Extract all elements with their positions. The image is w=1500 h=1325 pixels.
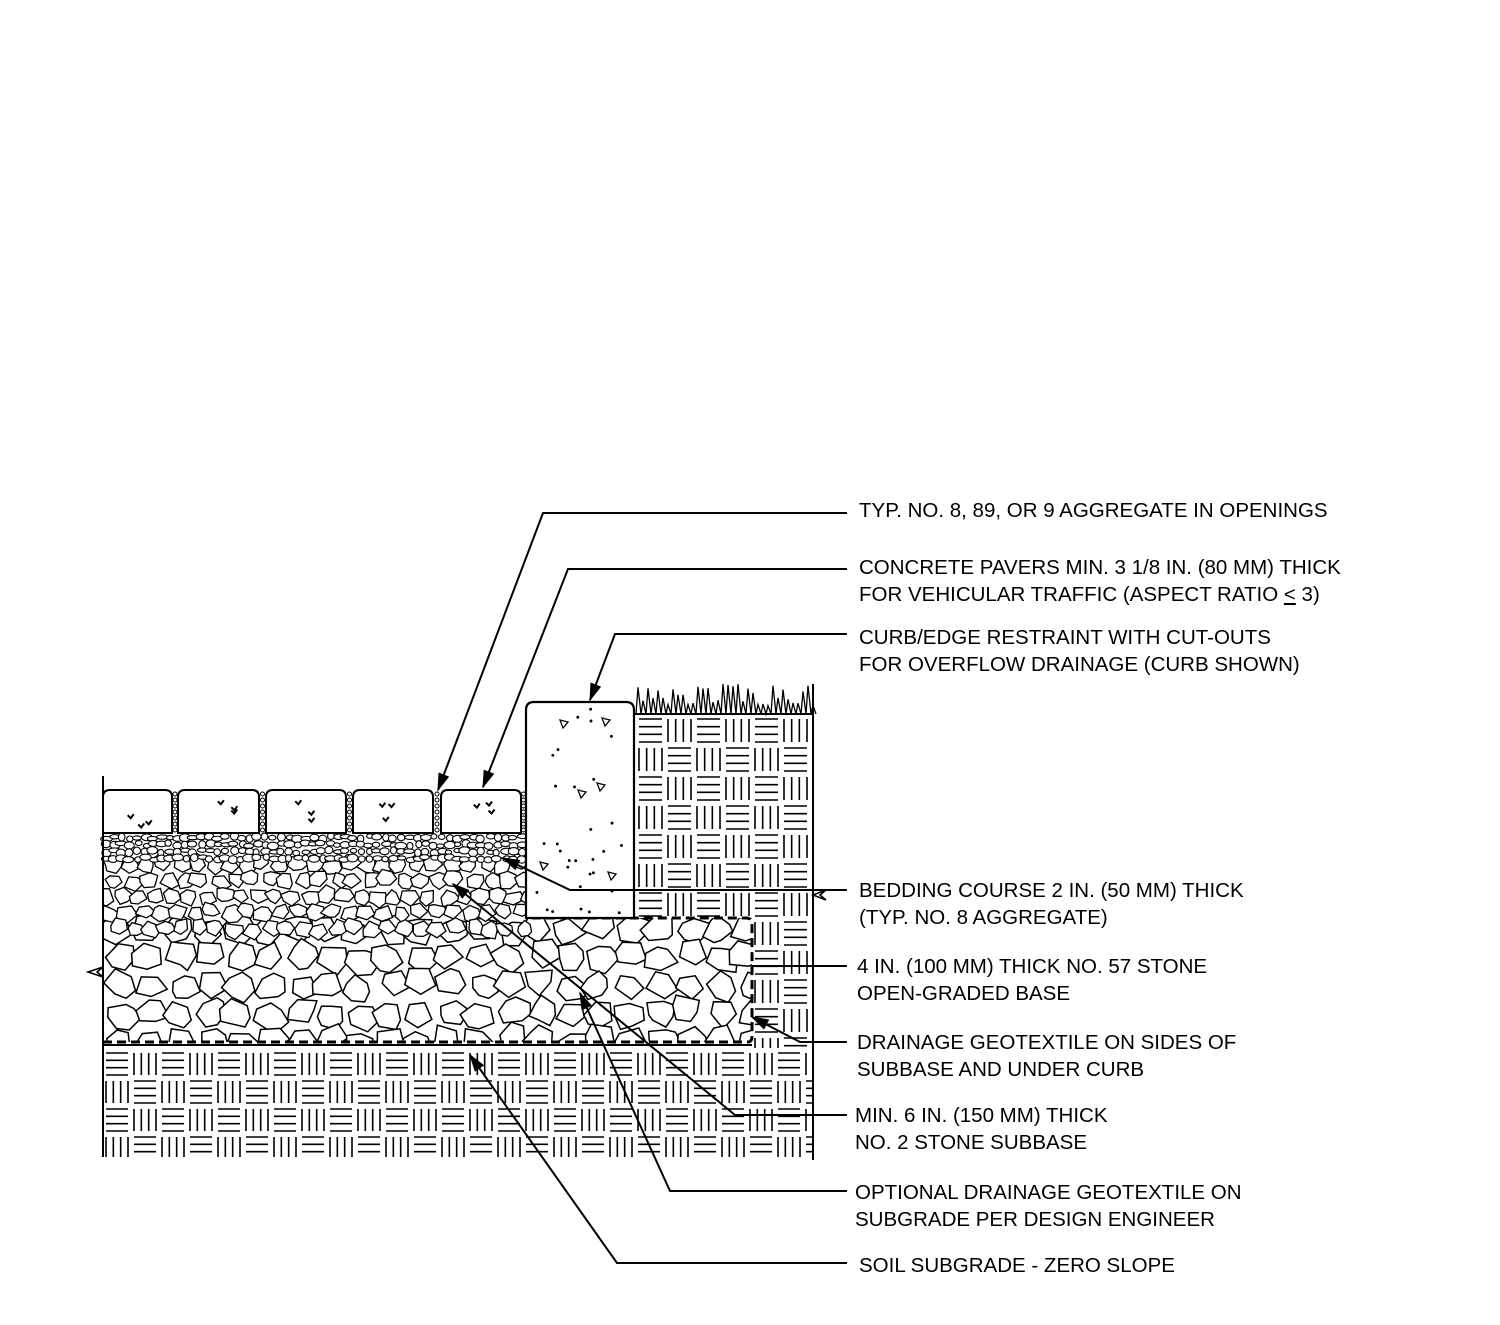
- subbase-stone: [136, 977, 167, 997]
- break-mark-right: [813, 890, 826, 900]
- bedding-aggregate: [183, 855, 189, 862]
- joint-aggregate-particle: [261, 798, 265, 802]
- joint-aggregate-particle: [173, 810, 177, 814]
- bedding-aggregate: [421, 835, 432, 841]
- joint-aggregate-particle: [348, 792, 352, 796]
- bedding-aggregate: [366, 856, 372, 862]
- base-stone: [140, 873, 158, 888]
- joint-aggregate-particle: [348, 828, 352, 832]
- curb-speckle: [546, 909, 548, 911]
- joint-aggregate-particle: [261, 792, 265, 796]
- base-stone: [467, 874, 484, 889]
- bedding-aggregate: [491, 856, 501, 862]
- subbase-stone: [558, 943, 584, 970]
- bedding-aggregate: [252, 854, 261, 860]
- bedding-aggregate: [358, 856, 365, 862]
- joint-aggregate-particle: [435, 798, 439, 802]
- bedding-aggregate: [372, 842, 379, 847]
- callout-base-line1: 4 IN. (100 MM) THICK NO. 57 STONE: [857, 955, 1208, 978]
- callout-bedding-line2: (TYP. NO. 8 AGGREGATE): [859, 906, 1108, 929]
- subbase-stone: [253, 1003, 288, 1032]
- curb-speckle: [621, 845, 623, 847]
- curb-speckle: [552, 754, 554, 756]
- subbase-stone: [108, 1005, 141, 1031]
- curb-speckle: [568, 860, 570, 862]
- curb-speckle: [590, 720, 592, 722]
- base-stone: [129, 891, 147, 904]
- joint-aggregate-particle: [173, 816, 177, 820]
- base-stone: [321, 904, 341, 917]
- bedding-aggregate: [133, 847, 140, 854]
- joint-aggregate-particle: [348, 810, 352, 814]
- bedding-aggregate: [358, 849, 364, 855]
- bedding-aggregate: [199, 841, 206, 849]
- subbase-stone: [615, 942, 646, 964]
- bedding-aggregate: [397, 834, 404, 840]
- bedding-aggregate: [350, 848, 356, 853]
- curb-speckle: [536, 892, 538, 894]
- joint-aggregate-particle: [348, 822, 352, 826]
- concrete-paver: [266, 790, 346, 833]
- bedding-aggregate: [340, 848, 348, 853]
- bedding-aggregate: [277, 833, 285, 841]
- base-stone: [202, 902, 220, 916]
- subbase-stone: [711, 1002, 736, 1029]
- base-stone: [334, 888, 354, 902]
- subbase-stone: [615, 976, 644, 1000]
- subbase-stone: [165, 942, 196, 971]
- joint-aggregate-particle: [435, 804, 439, 808]
- base-stone: [500, 871, 518, 889]
- bedding-aggregate: [214, 849, 221, 856]
- curb-speckle: [557, 749, 559, 751]
- callout-soil-subgrade: SOIL SUBGRADE - ZERO SLOPE: [859, 1254, 1175, 1277]
- curb-speckle: [590, 829, 592, 831]
- subbase-stone: [255, 973, 285, 998]
- subbase-stone: [644, 947, 678, 970]
- soil-subgrade-hatch: [106, 1053, 828, 1159]
- subbase-stone: [372, 1004, 400, 1030]
- callout-curb-line1: CURB/EDGE RESTRAINT WITH CUT-OUTS: [859, 626, 1271, 649]
- bedding-aggregate: [486, 834, 495, 839]
- subbase-stone: [222, 972, 255, 1003]
- subbase-stone: [673, 995, 700, 1021]
- bedding-aggregate: [431, 834, 437, 839]
- callout-optional-geotextile-line2: SUBGRADE PER DESIGN ENGINEER: [855, 1208, 1215, 1231]
- subbase-stone: [258, 1028, 290, 1051]
- callout-curb-line2: FOR OVERFLOW DRAINAGE (CURB SHOWN): [859, 653, 1300, 676]
- subbase-stone: [197, 943, 224, 965]
- subbase-stone: [646, 972, 678, 999]
- curb-speckle: [543, 843, 545, 845]
- subbase-stone: [500, 1022, 525, 1052]
- joint-aggregate-particle: [173, 828, 177, 832]
- joint-aggregate-particle: [261, 810, 265, 814]
- bedding-aggregate: [494, 834, 501, 842]
- no-57-stone-base-fill: [93, 854, 538, 941]
- bedding-aggregate: [277, 848, 284, 854]
- bedding-aggregate: [147, 847, 158, 854]
- subbase-stone: [556, 1004, 584, 1026]
- subbase-stone: [435, 969, 466, 994]
- bedding-aggregate: [455, 842, 461, 846]
- curb-speckle: [552, 911, 554, 913]
- bedding-aggregate: [231, 847, 239, 855]
- subbase-stone: [106, 944, 135, 970]
- subbase-stone: [731, 918, 762, 941]
- bedding-aggregate: [469, 856, 477, 862]
- bedding-aggregate: [444, 841, 456, 848]
- base-stone: [180, 890, 195, 906]
- bedding-aggregate: [508, 848, 519, 855]
- callout-labels: [855, 499, 1341, 1277]
- curb-speckle: [618, 912, 620, 914]
- subbase-stone: [553, 918, 586, 945]
- joint-aggregate-particle: [173, 804, 177, 808]
- bedding-aggregate: [261, 833, 268, 840]
- bedding-aggregate: [407, 842, 413, 849]
- base-stone: [411, 873, 429, 888]
- concrete-pavers: [103, 790, 521, 833]
- subbase-stone: [317, 947, 348, 975]
- subbase-stone: [614, 1004, 644, 1030]
- base-stone: [265, 889, 282, 903]
- bedding-aggregate: [438, 834, 445, 839]
- bedding-aggregate: [459, 857, 469, 862]
- subbase-stone: [494, 971, 526, 998]
- subbase-stone: [703, 1025, 736, 1053]
- subbase-stone: [132, 943, 162, 969]
- base-stone: [428, 905, 446, 918]
- joint-aggregate-particle: [261, 828, 265, 832]
- subbase-stone: [677, 1027, 709, 1054]
- callout-geotextile-sides-line1: DRAINAGE GEOTEXTILE ON SIDES OF: [857, 1031, 1237, 1054]
- subbase-stone: [136, 1000, 169, 1021]
- bedding-aggregate: [172, 854, 184, 861]
- callout-geotextile-sides-line2: SUBBASE AND UNDER CURB: [857, 1058, 1145, 1081]
- bedding-aggregate: [315, 840, 325, 845]
- subbase-stone: [312, 973, 342, 996]
- arrowhead: [590, 683, 600, 700]
- joint-aggregate-particle: [261, 822, 265, 826]
- bedding-aggregate: [135, 841, 142, 846]
- bedding-aggregate: [382, 856, 388, 862]
- subbase-stone: [104, 969, 136, 999]
- joint-aggregate-particle: [173, 822, 177, 826]
- callout-concrete-pavers-line1: CONCRETE PAVERS MIN. 3 1/8 IN. (80 MM) THICK: [859, 556, 1341, 579]
- subbase-stone: [525, 970, 552, 996]
- bedding-aggregate: [460, 835, 470, 840]
- curb-speckle: [580, 908, 582, 910]
- subbase-stone: [529, 995, 555, 1025]
- arrowhead: [483, 770, 493, 787]
- concrete-paver: [178, 790, 259, 833]
- curb-speckle: [593, 872, 595, 874]
- bedding-aggregate: [389, 855, 398, 861]
- base-stone: [164, 889, 181, 904]
- subbase-stone: [405, 1003, 432, 1028]
- bedding-aggregate: [123, 857, 134, 863]
- base-stone: [309, 871, 327, 887]
- subbase-stone: [707, 971, 736, 1002]
- bedding-aggregate: [205, 856, 212, 862]
- curb-speckle: [567, 866, 569, 868]
- joint-aggregate-particle: [261, 804, 265, 808]
- subbase-stone: [229, 942, 258, 971]
- joint-aggregate-particle: [173, 798, 177, 802]
- bedding-aggregate: [187, 841, 196, 847]
- base-stone: [253, 907, 272, 922]
- bedding-aggregate: [347, 854, 358, 862]
- bedding-aggregate: [316, 848, 325, 854]
- leader-line: [470, 1055, 847, 1263]
- joint-aggregate-particle: [173, 792, 177, 796]
- bedding-aggregate: [302, 850, 310, 854]
- callout-subbase-line2: NO. 2 STONE SUBBASE: [855, 1131, 1088, 1154]
- subbase-stone: [254, 942, 281, 969]
- joint-aggregate-particle: [435, 792, 439, 796]
- joint-aggregate-particle: [348, 816, 352, 820]
- curb-speckle: [590, 708, 592, 710]
- concrete-paver: [353, 790, 433, 833]
- callout-base-line2: OPEN-GRADED BASE: [857, 982, 1071, 1005]
- subbase-stone: [581, 971, 608, 1000]
- arrowhead: [438, 773, 448, 790]
- base-stone: [271, 904, 289, 919]
- curb-speckle: [592, 859, 594, 861]
- subbase-stone: [466, 944, 494, 967]
- base-stone: [495, 904, 511, 919]
- callout-aggregate-openings: TYP. NO. 8, 89, OR 9 AGGREGATE IN OPENINGS: [859, 499, 1328, 522]
- bedding-aggregate: [391, 847, 397, 854]
- base-stone: [251, 890, 269, 904]
- bedding-aggregate: [468, 849, 477, 857]
- bedding-aggregate: [118, 833, 125, 841]
- curb-speckle: [575, 860, 577, 862]
- concrete-paver: [103, 790, 172, 833]
- bedding-aggregate: [302, 855, 309, 862]
- base-stone: [289, 904, 307, 917]
- bedding-aggregate: [416, 841, 422, 848]
- bedding-aggregate: [325, 846, 333, 853]
- base-stone: [147, 888, 163, 903]
- joint-aggregate-particle: [348, 804, 352, 808]
- subbase-stone: [680, 939, 707, 965]
- bedding-aggregate: [133, 836, 142, 840]
- curb-speckle: [557, 843, 559, 845]
- subbase-stone: [587, 946, 620, 973]
- joint-aggregate-particle: [435, 822, 439, 826]
- bedding-aggregate: [420, 855, 430, 860]
- bedding-aggregate: [437, 844, 444, 848]
- base-stone: [441, 890, 460, 906]
- bedding-aggregate: [238, 835, 246, 841]
- bedding-aggregate: [221, 848, 228, 853]
- subbase-stone: [729, 941, 761, 966]
- subbase-stone: [434, 1025, 458, 1055]
- bedding-aggregate: [348, 836, 357, 841]
- arrowhead: [752, 1017, 769, 1029]
- base-stone: [444, 905, 462, 919]
- subbase-stone: [163, 1002, 191, 1028]
- bedding-aggregate: [228, 856, 237, 864]
- base-stone: [355, 890, 371, 906]
- curb-speckle: [603, 851, 605, 853]
- bedding-aggregate: [476, 835, 484, 842]
- base-stone: [386, 890, 401, 905]
- callout-subbase-line1: MIN. 6 IN. (150 MM) THICK: [855, 1104, 1108, 1127]
- bedding-aggregate: [508, 835, 516, 839]
- joint-aggregate-particle: [435, 828, 439, 832]
- subbase-stone: [288, 939, 319, 970]
- joint-aggregate-particle: [261, 816, 265, 820]
- base-stone: [217, 888, 236, 902]
- bedding-aggregate: [398, 856, 406, 860]
- less-equal-symbol: <: [1283, 583, 1296, 606]
- base-stone: [373, 906, 393, 922]
- bedding-aggregate: [373, 856, 382, 861]
- subbase-stone: [433, 945, 463, 969]
- callout-optional-geotextile-line1: OPTIONAL DRAINAGE GEOTEXTILE ON: [855, 1181, 1242, 1204]
- subbase-stone: [173, 976, 201, 998]
- bedding-course-fill: [101, 832, 528, 863]
- bedding-aggregate: [364, 843, 373, 848]
- bedding-aggregate: [404, 849, 415, 853]
- bedding-aggregate: [477, 847, 484, 855]
- subbase-stone: [490, 944, 523, 973]
- break-mark-left: [88, 967, 103, 977]
- base-stone: [446, 918, 466, 933]
- base-stone: [233, 890, 248, 903]
- subbase-stone: [647, 1001, 675, 1027]
- joint-aggregate-particle: [435, 810, 439, 814]
- bedding-aggregate: [518, 848, 525, 856]
- curb-speckle: [593, 779, 595, 781]
- curb-speckle: [577, 716, 579, 718]
- bedding-aggregate: [284, 841, 295, 848]
- bedding-aggregate: [310, 834, 319, 841]
- callout-concrete-pavers-line2: FOR VEHICULAR TRAFFIC (ASPECT RATIO < 3): [859, 583, 1320, 606]
- subbase-stone: [499, 997, 531, 1023]
- subbase-stone: [224, 1034, 260, 1059]
- bedding-aggregate: [124, 842, 134, 849]
- bedding-aggregate: [220, 834, 229, 840]
- base-stone: [160, 873, 179, 889]
- concrete-paver: [441, 790, 521, 833]
- base-stone: [105, 876, 122, 888]
- base-stone: [420, 891, 434, 907]
- base-stone: [281, 891, 300, 906]
- grass-surface: [636, 684, 816, 714]
- bedding-aggregate: [309, 855, 320, 862]
- curb-speckle: [589, 911, 591, 913]
- bedding-aggregate: [269, 835, 276, 840]
- bedding-aggregate: [429, 842, 437, 849]
- bedding-aggregate: [333, 843, 340, 847]
- bedding-aggregate: [356, 841, 364, 847]
- bedding-aggregate: [244, 843, 254, 848]
- curb-speckle: [589, 873, 591, 875]
- bedding-aggregate: [484, 843, 493, 850]
- subbase-stone: [343, 975, 370, 1002]
- curb-speckle: [560, 850, 562, 852]
- curb-speckle: [555, 785, 557, 787]
- bedding-aggregate: [165, 840, 171, 846]
- joint-aggregate-particle: [348, 798, 352, 802]
- curb-speckle: [611, 822, 613, 824]
- bedding-aggregate: [285, 855, 291, 862]
- subbase-stone: [288, 1000, 317, 1023]
- bedding-aggregate: [388, 835, 396, 842]
- curb-speckle: [611, 735, 613, 737]
- bedding-aggregate: [228, 841, 238, 846]
- callout-bedding-line1: BEDDING COURSE 2 IN. (50 MM) THICK: [859, 879, 1244, 902]
- base-stone: [318, 885, 335, 903]
- joint-aggregate-particle: [435, 816, 439, 820]
- bedding-aggregate: [372, 834, 382, 840]
- curb-speckle: [574, 786, 576, 788]
- bedding-aggregate: [125, 849, 133, 857]
- bedding-aggregate: [380, 848, 389, 855]
- curb-speckle: [580, 886, 582, 888]
- bedding-aggregate: [191, 854, 198, 862]
- subbase-stone: [405, 968, 436, 994]
